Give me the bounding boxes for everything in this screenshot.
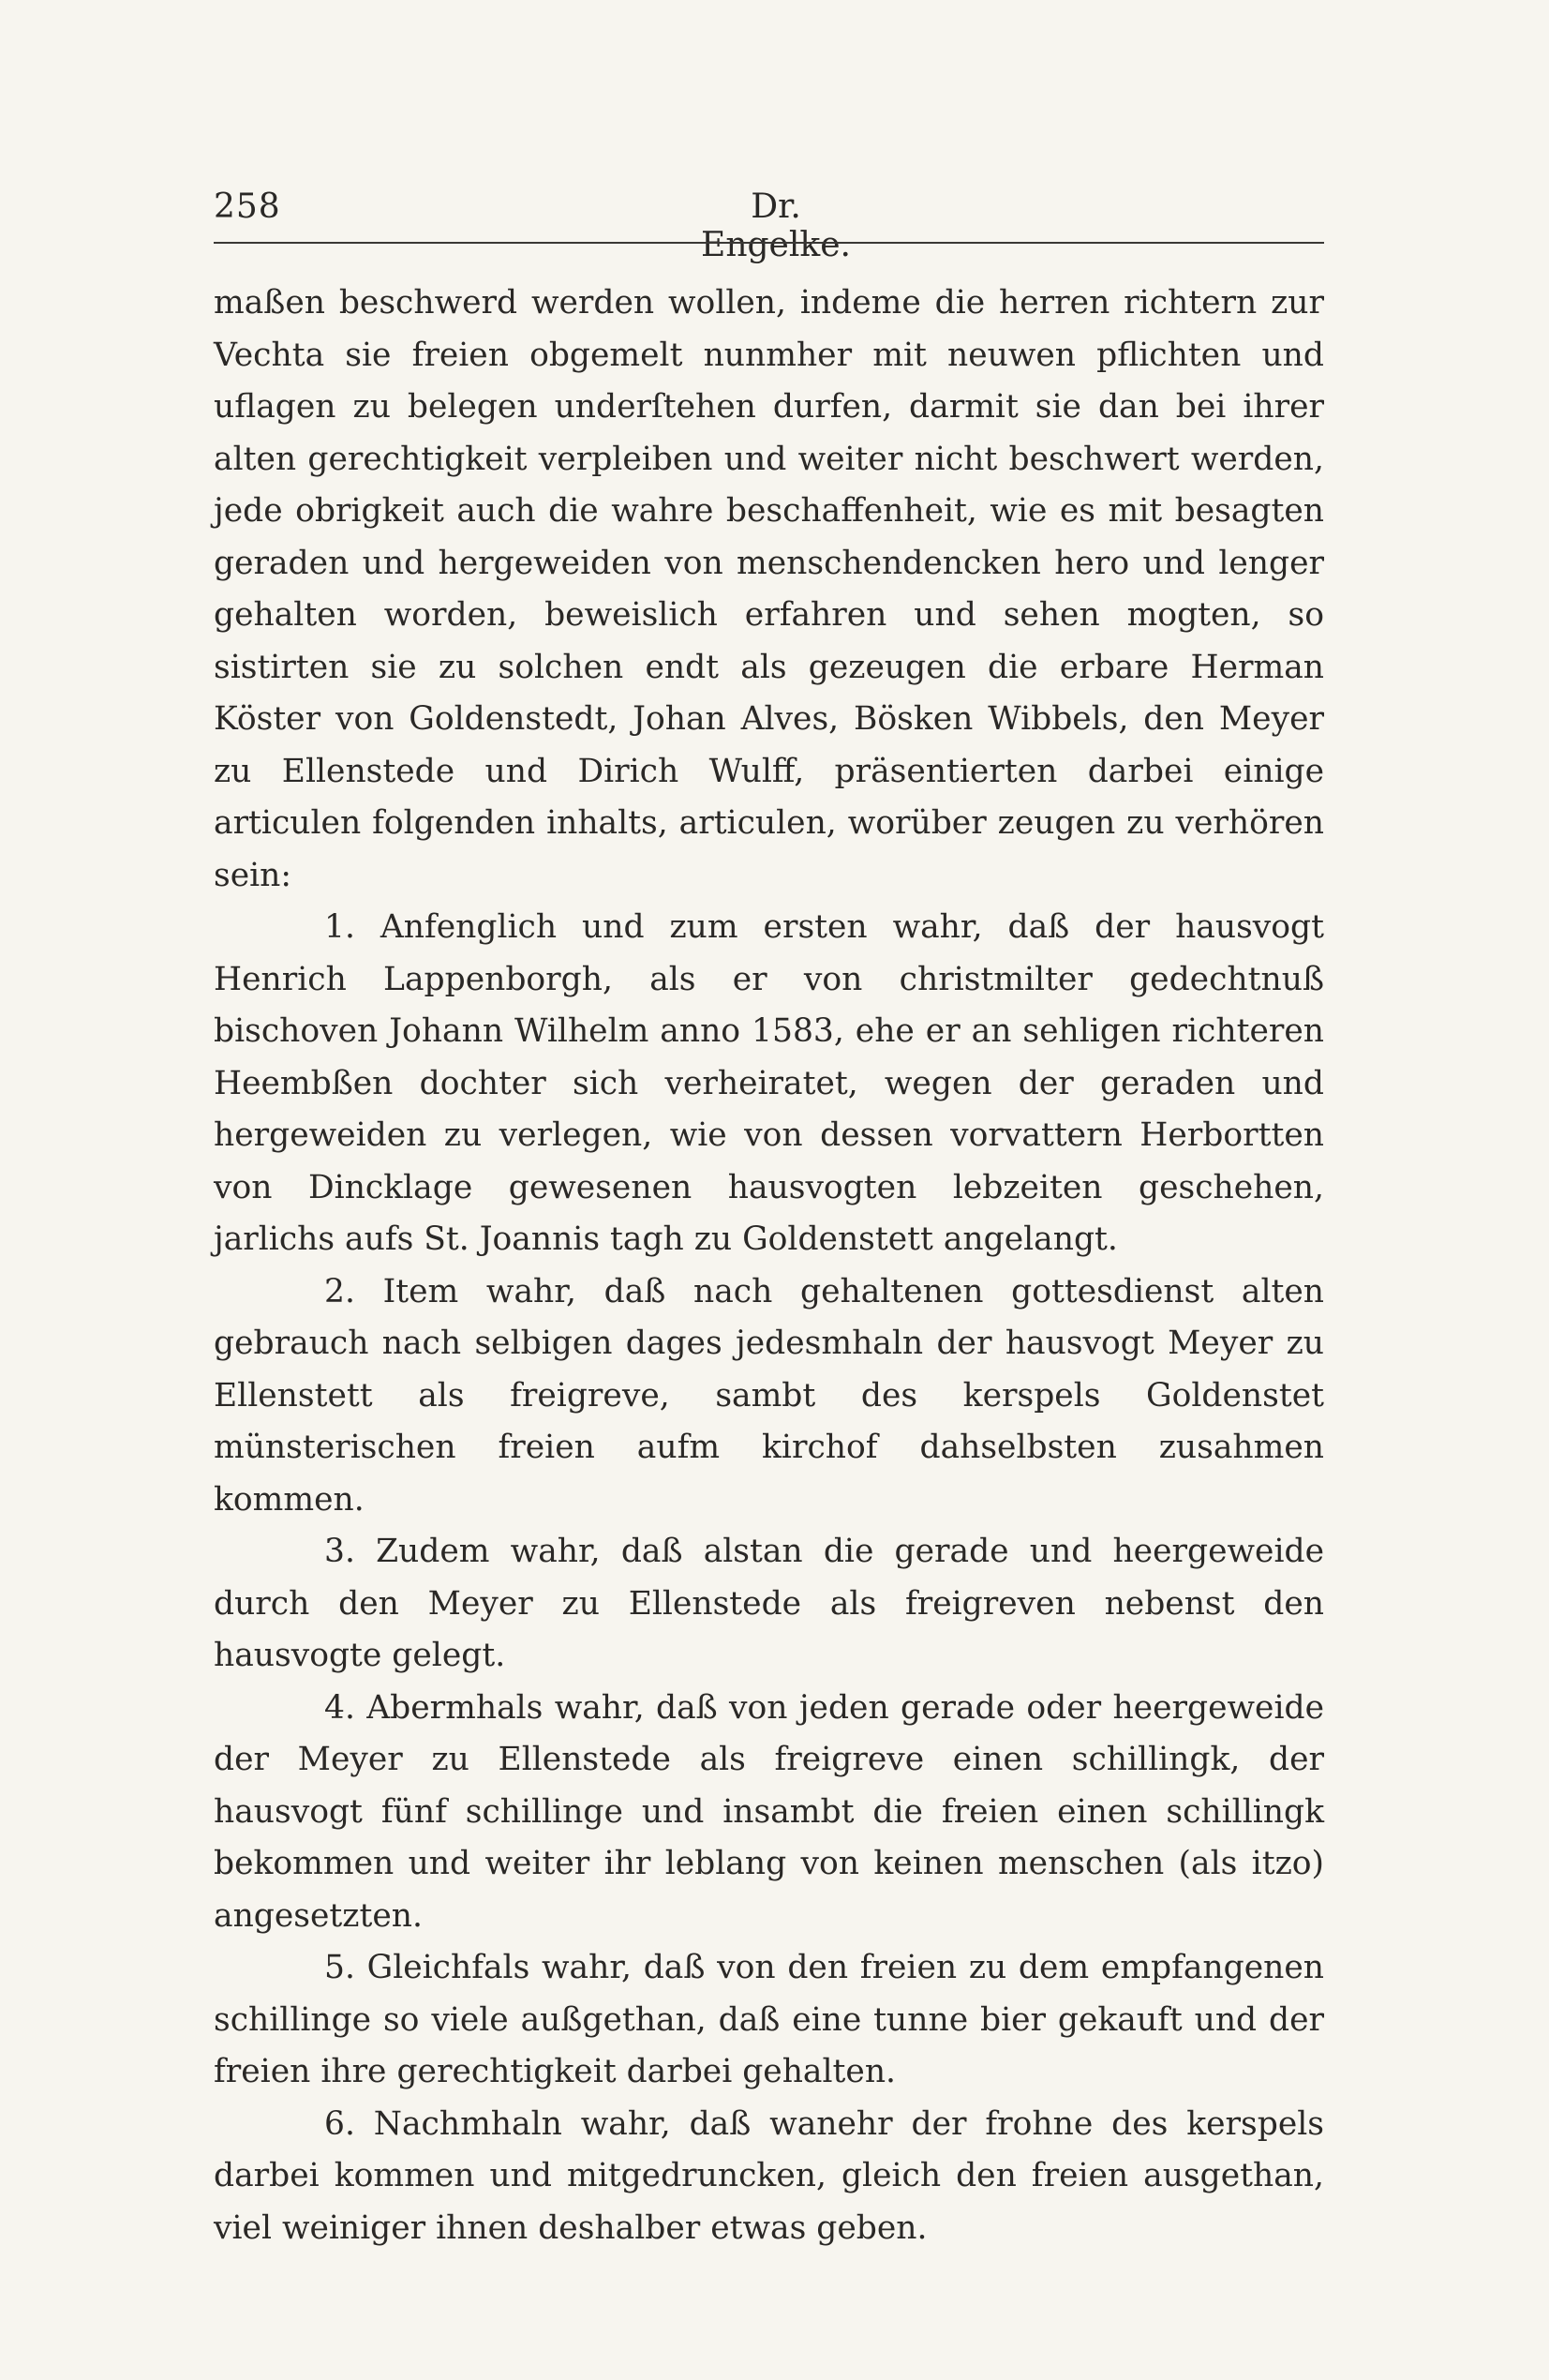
article-4: 4. Abermhals wahr, daß von jeden gerade oder heergeweide der Meyer zu Ellenstede als freigreve einen schillingk, der hausvogt fünf schillinge und insambt die freien einen schillingk bekommen und weiter ihr leblang von keinen menschen (als itzo) angesetzten. [214,1688,1324,1935]
body-text [214,277,1324,2254]
page-header [214,187,1324,264]
article-5: 5. Gleichfals wahr, daß von den freien zu dem empfangenen schillinge so viele außgethan, daß eine tunne bier gekauft und der freien ihre gerechtigkeit darbei gehalten. [214,1949,1324,2090]
article-1: 1. Anfenglich und zum ersten wahr, daß der hausvogt Henrich Lappenborgh, als er von christmilter gedechtnuß bischoven Johann Wilhelm anno 1583, ehe er an sehligen richteren Heembßen dochter sich verheiratet, wegen der geraden und hergeweiden zu verlegen, wie von dessen vorvattern Herbortten von Dincklage gewesenen hausvogten lebzeiten geschehen, jarlichs aufs St. Joannis tagh zu Goldenstett angelangt. [214,908,1324,1258]
header-rule [214,242,1324,244]
article-3: 3. Zudem wahr, daß alstan die gerade und heergeweide durch den Meyer zu Ellenstede als freigreven nebenst den hausvogte gelegt. [214,1533,1324,1674]
page-number: 258 [214,187,281,226]
paragraph-intro: maßen beschwerd werden wollen, indeme die herren richtern zur Vechta sie freien obgemelt nunmher mit neuwen pflichten und uflagen zu belegen underſtehen durfen, darmit sie dan bei ihrer alten gerechtigkeit verpleiben und weiter nicht beschwert werden, jede obrigkeit auch die wahre beschaffenheit, wie es mit besagten geraden und hergeweiden von menschendencken hero und lenger gehalten worden, beweislich erfahren und sehen mogten, so sistirten sie zu solchen endt als gezeugen die erbare Herman Köster von Goldenstedt, Johan Alves, Bösken Wibbels, den Meyer zu Ellenstede und Dirich Wulff, präsentierten darbei einige articulen folgenden inhalts, articulen, worüber zeugen zu verhören sein: [214,284,1324,894]
article-6: 6. Nachmhaln wahr, daß wanehr der frohne des kerspels darbei kommen und mitgedruncken, gleich den freien ausgethan, viel weiniger ihnen deshalber etwas geben. [214,2104,1324,2247]
article-2: 2. Item wahr, daß nach gehaltenen gottesdienst alten gebrauch nach selbigen dages jedesmhaln der hausvogt Meyer zu Ellenstett als freigreve, sambt des kerspels Goldenstet münsterischen freien aufm kirchof dahselbsten zusahmen kommen. [214,1272,1324,1519]
running-head: Dr. Engelke. [701,187,851,264]
